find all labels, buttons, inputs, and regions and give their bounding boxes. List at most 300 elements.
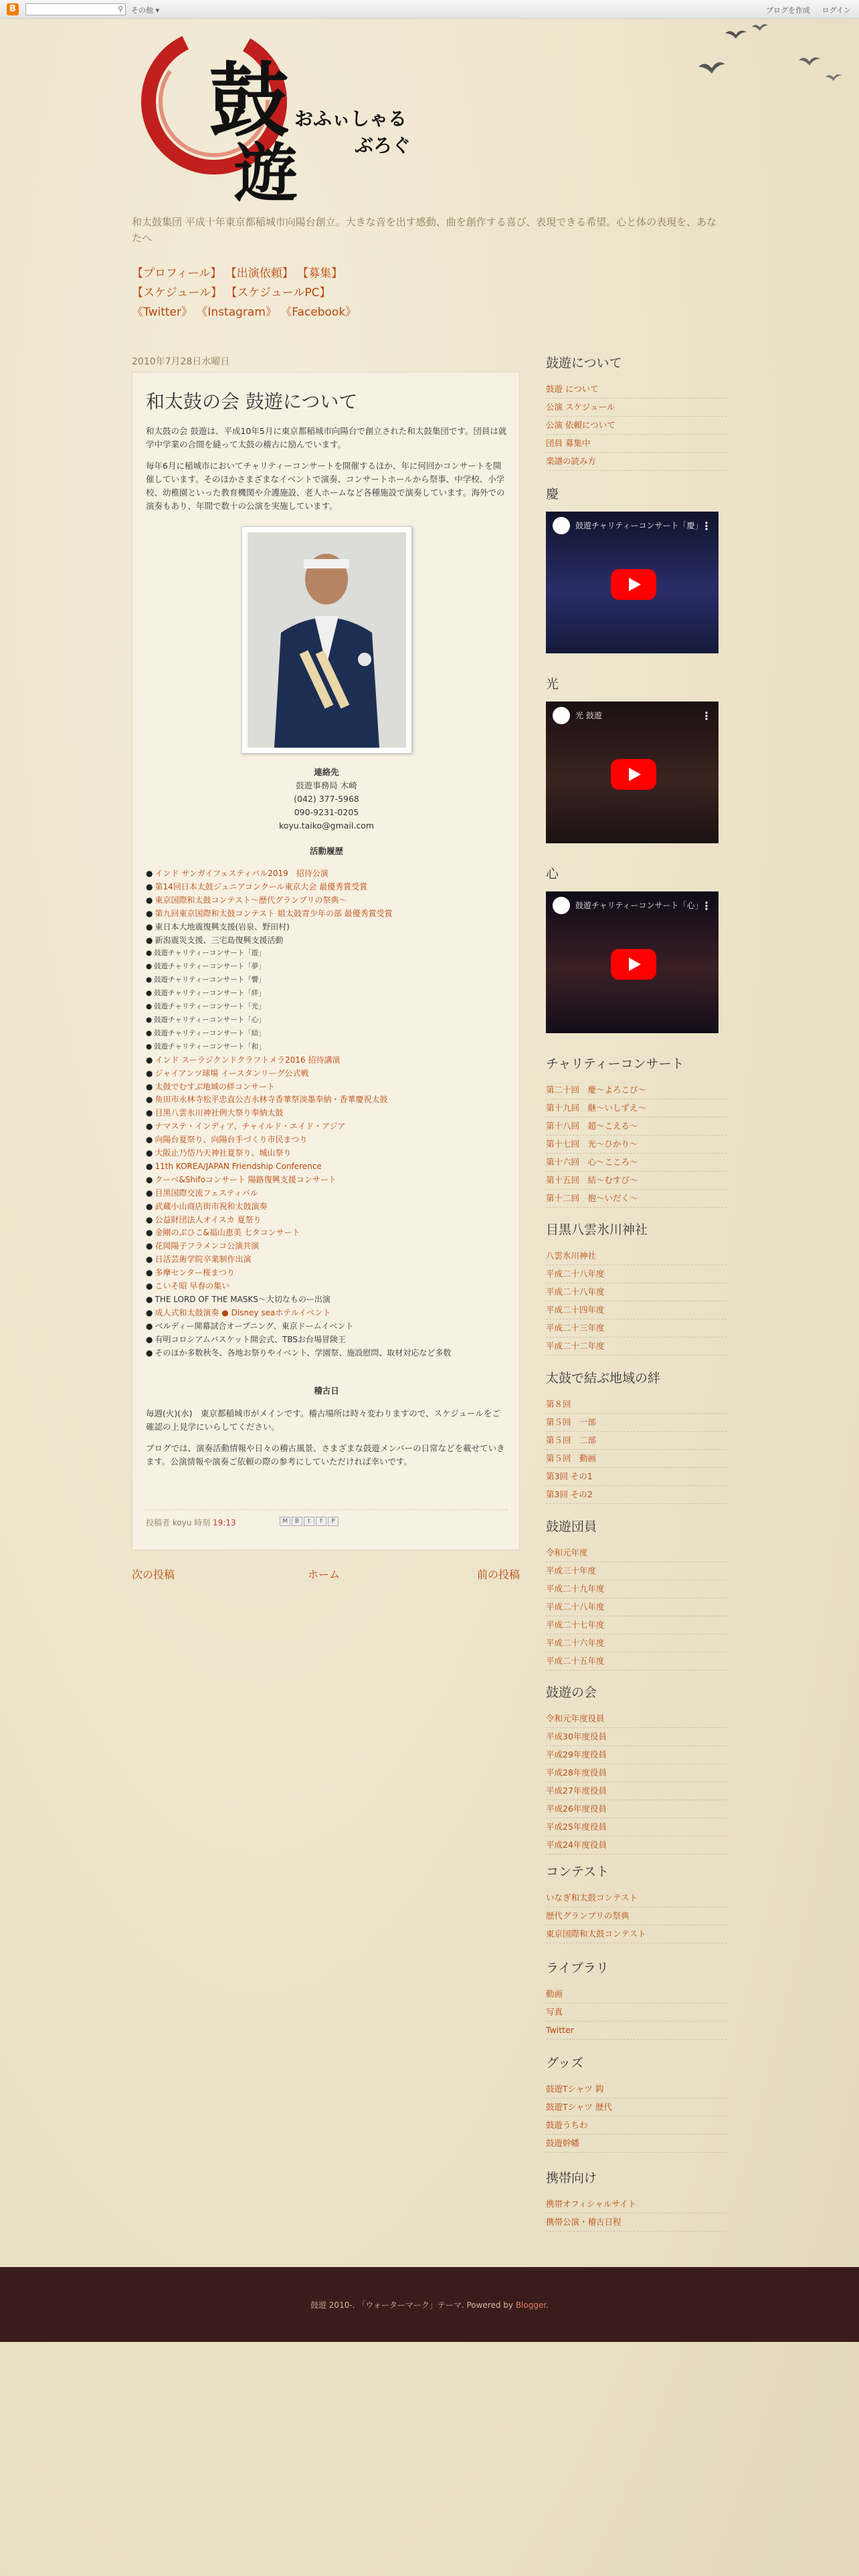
- activity-item: [146, 1347, 507, 1360]
- activity-link[interactable]: 日活芸術学院卒業制作出演: [155, 1255, 252, 1265]
- widget-members: [546, 1517, 727, 1671]
- sidebar-link[interactable]: 令和元年度役員: [546, 1713, 605, 1723]
- activity-link[interactable]: インド サンガイフェスティバル2019 招待公演: [155, 869, 328, 878]
- bullet-icon: ●: [146, 1108, 153, 1118]
- list-item: [546, 1450, 727, 1468]
- bullet-icon: ●: [146, 1334, 153, 1344]
- activity-item: [146, 867, 507, 881]
- widget-title: 鼓遊について: [546, 356, 622, 370]
- bullet-icon: ●: [146, 1201, 153, 1211]
- activity-text: 鼓遊チャリティーコンサート「光」: [154, 1002, 266, 1011]
- activities-list: [146, 867, 507, 1360]
- sidebar-link[interactable]: いなぎ和太鼓コンテスト: [546, 1893, 638, 1903]
- bullet-icon: ●: [146, 1042, 153, 1051]
- list-item: [546, 399, 727, 417]
- activity-link[interactable]: 成人式和太鼓演奏 ● Disney seaホテルイベント: [155, 1307, 331, 1317]
- bullet-icon: ●: [146, 1255, 153, 1265]
- sidebar-link[interactable]: 平成28年度役員: [546, 1767, 607, 1778]
- instagram-link[interactable]: 《Instagram》: [196, 306, 277, 319]
- activity-item: [146, 987, 507, 1000]
- widget-title: ライブラリ: [546, 1961, 609, 1975]
- header-links: [132, 264, 600, 322]
- blogger-navbar: [0, 0, 859, 19]
- video-title[interactable]: 光 鼓遊: [575, 711, 602, 720]
- activity-link[interactable]: 目黒八雲氷川神社例大祭り奉納太鼓: [155, 1108, 284, 1118]
- list-item: [546, 1190, 727, 1208]
- sidebar-link[interactable]: 平成24年度役員: [546, 1840, 607, 1850]
- activity-link[interactable]: ナマステ・インディア、チャイルド・エイド・アジア: [155, 1121, 346, 1132]
- search-input[interactable]: [25, 3, 126, 15]
- more-menu[interactable]: その他 ▾: [131, 6, 160, 15]
- intro-paragraph-2: 毎年6月に稲城市においてチャリティーコンサートを開催するほか、年に何回かコンサートを開催しています。そのほかさまざまなイベントで演奏、コンサートホールから祭事、中学校、小学校、幼稚園といった教育機関や介護施設、老人ホームなど各種施設で演奏しています。海外での演奏もあり、年間で数十の公演を実施しています。: [146, 461, 505, 511]
- play-button-icon[interactable]: [611, 759, 656, 790]
- list-item: [546, 1247, 727, 1265]
- activity-item: [146, 894, 507, 907]
- activity-item: [146, 1293, 507, 1307]
- list-item: [546, 2214, 727, 2232]
- list-item: [546, 1889, 727, 1907]
- activity-link[interactable]: 角田市永林寺松平忠直公吉永林寺香華祭淡墨奉納・香華慶祝太鼓: [155, 1095, 388, 1105]
- sidebar-link[interactable]: 第十六回 心～こころ～: [546, 1157, 638, 1167]
- sidebar-link[interactable]: 第８回: [546, 1399, 571, 1409]
- widget-title: 光: [546, 677, 559, 691]
- blog-logo[interactable]: [134, 28, 448, 211]
- activity-item: [146, 1147, 507, 1160]
- bullet-icon: ●: [146, 1268, 153, 1278]
- sidebar-link[interactable]: 平成二十七年度: [546, 1620, 605, 1630]
- list-item: [546, 1081, 727, 1099]
- bullet-icon: ●: [146, 1295, 153, 1304]
- list-item: [546, 1728, 727, 1746]
- widget-title: 心: [546, 867, 559, 881]
- twitter-share-icon[interactable]: t: [304, 1517, 314, 1526]
- widget-link-list: [546, 1544, 727, 1671]
- activity-link[interactable]: 多摩センター桜まつり: [155, 1268, 235, 1278]
- list-item: [546, 2117, 727, 2135]
- sidebar-link[interactable]: 鼓遊Tシャツ 歴代: [546, 2102, 612, 2112]
- list-item: [546, 1836, 727, 1854]
- bullet-icon: ●: [146, 881, 153, 891]
- profile-link[interactable]: 【プロフィール】: [132, 267, 222, 280]
- widget-meguro: [546, 1220, 727, 1356]
- bullet-icon: ●: [146, 935, 153, 945]
- activity-item: [146, 1014, 507, 1027]
- list-item: [546, 417, 727, 435]
- channel-avatar-icon: [553, 517, 570, 534]
- activity-link[interactable]: 第九回東京国際和太鼓コンテスト 組太鼓青少年の部 最優秀賞受賞: [155, 908, 393, 918]
- list-item: [546, 1396, 727, 1414]
- bullet-icon: ●: [146, 1281, 153, 1291]
- blogger-link[interactable]: Blogger: [515, 2300, 547, 2310]
- youtube-video[interactable]: [546, 702, 719, 843]
- keiko-text: 毎週(火)(水) 東京都稲城市がメインです。稽古場所は時々変わりますので、スケジュールをご確認の上見学にいらしてください。: [146, 1408, 500, 1432]
- sidebar-link[interactable]: 第５回 一部: [546, 1417, 597, 1427]
- twitter-link[interactable]: 《Twitter》: [132, 306, 193, 319]
- sidebar-link[interactable]: 第3回 その2: [546, 1489, 593, 1499]
- booking-link[interactable]: 【出演依頼】: [225, 267, 294, 280]
- sidebar-link[interactable]: 平成二十六年度: [546, 1638, 605, 1648]
- list-item: [546, 2080, 727, 2099]
- activity-item: [146, 1041, 507, 1054]
- activity-text: 東日本大地震復興支援(岩泉、野田村): [155, 922, 290, 932]
- list-item: [546, 1985, 727, 2004]
- widget-video-hikari: [546, 674, 727, 843]
- widget-link-list: [546, 2195, 727, 2232]
- footer-text: [0, 2299, 859, 2311]
- post-footer: [146, 1509, 507, 1528]
- widget-title: チャリティーコンサート: [546, 1057, 684, 1071]
- activity-item: [146, 1160, 507, 1174]
- list-item: [546, 1136, 727, 1154]
- photo-image: [248, 532, 406, 748]
- sidebar-link[interactable]: 第十八回 超～こえる～: [546, 1121, 638, 1131]
- activity-item: [146, 1307, 507, 1320]
- activity-link[interactable]: 11th KOREA/JAPAN Friendship Conference: [155, 1161, 322, 1171]
- widget-link-list: [546, 1081, 727, 1208]
- schedule-link[interactable]: 【スケジュール】: [132, 286, 222, 300]
- home-link[interactable]: ホーム: [308, 1568, 341, 1581]
- blogthis-share-icon[interactable]: B: [292, 1517, 302, 1526]
- activity-item: [146, 907, 507, 921]
- widget-kizuna: [546, 1368, 727, 1504]
- login-link[interactable]: ログイン: [822, 6, 851, 15]
- sidebar-link[interactable]: 携帯オフィシャルサイト: [546, 2199, 637, 2209]
- activity-link[interactable]: 武蔵小山商店街市祝和太鼓演奏: [155, 1201, 268, 1211]
- list-item: [546, 1652, 727, 1671]
- list-item: [546, 1710, 727, 1728]
- widget-charity: [546, 1054, 727, 1208]
- sidebar-link[interactable]: 公演 スケジュール: [546, 402, 615, 412]
- activity-link[interactable]: 金剛のぶひこ&福山恵美 七タコンサート: [155, 1228, 300, 1238]
- play-button-icon[interactable]: [611, 949, 656, 980]
- list-item: [546, 2195, 727, 2214]
- logo-char-ko: 鼓: [209, 53, 289, 148]
- bullet-icon: ●: [146, 1307, 153, 1317]
- widget-title: コンテスト: [546, 1864, 609, 1879]
- widget-title: グッズ: [546, 2056, 584, 2070]
- widget-link-list: [546, 1396, 727, 1504]
- widget-title: 携帯向け: [546, 2171, 597, 2185]
- list-item: [546, 2099, 727, 2117]
- sidebar-link[interactable]: 鼓遊Tシャツ 鈎: [546, 2084, 604, 2094]
- sidebar-link[interactable]: 令和元年度: [546, 1547, 588, 1558]
- activity-text: 鼓遊チャリティーコンサート「結」: [154, 1029, 266, 1037]
- sidebar-link[interactable]: Twitter: [546, 2025, 574, 2035]
- sidebar-link[interactable]: 平成二十五年度: [546, 1656, 605, 1666]
- list-item: [546, 1432, 727, 1450]
- video-menu-icon[interactable]: ⋮: [701, 899, 712, 912]
- sidebar-link[interactable]: 平成26年度役員: [546, 1804, 607, 1814]
- widget-link-list: [546, 1985, 727, 2040]
- list-item: [546, 435, 727, 453]
- bullet-icon: ●: [146, 976, 153, 984]
- activity-link[interactable]: 大阪止乃岱乃天神社夏祭り、城山祭り: [155, 1148, 292, 1158]
- activity-text: 有明コロシアムバスケット開会式、TBSお台場冒険王: [155, 1334, 347, 1344]
- post-time-link[interactable]: 19:13: [213, 1518, 236, 1527]
- list-item: [546, 1580, 727, 1598]
- activity-item: [146, 947, 507, 960]
- play-button-icon[interactable]: [611, 569, 656, 600]
- sidebar-link[interactable]: 鼓遊うちわ: [546, 2120, 588, 2130]
- list-item: [546, 1172, 727, 1190]
- logo-char-yu: 遊: [234, 136, 298, 211]
- bullet-icon: ●: [146, 1029, 153, 1037]
- sidebar-link[interactable]: 携帯公演・稽古日程: [546, 2217, 622, 2227]
- facebook-link[interactable]: 《Facebook》: [280, 306, 357, 319]
- schedule-pc-link[interactable]: 【スケジュールPC】: [225, 286, 331, 300]
- widget-title: 太鼓で結ぶ地域の絆: [546, 1371, 661, 1386]
- widget-video-kokoro: [546, 864, 727, 1033]
- activity-link[interactable]: 花岡陽子フラメンコ公演共演: [155, 1241, 260, 1251]
- video-menu-icon[interactable]: ⋮: [701, 710, 712, 722]
- email-share-icon[interactable]: M: [280, 1517, 290, 1526]
- activity-item: [146, 921, 507, 934]
- recruit-link[interactable]: 【募集】: [297, 267, 343, 280]
- contact-mobile: 090-9231-0205: [294, 807, 359, 817]
- member-photo[interactable]: [242, 526, 412, 754]
- bullet-icon: ●: [146, 1228, 153, 1238]
- list-item: [546, 1468, 727, 1486]
- sidebar-link[interactable]: 公演 依頼について: [546, 420, 615, 430]
- create-blog-link[interactable]: ブログを作成: [766, 6, 811, 15]
- activity-item: [146, 934, 507, 948]
- sidebar-link[interactable]: 平成30年度役員: [546, 1731, 607, 1741]
- sidebar-link[interactable]: 平成二十八年度: [546, 1287, 605, 1297]
- closing-text: ブログでは、演奏活動情報や日々の稽古風景、さまざまな鼓遊メンバーの日常などを載せていきます。公演情報や演奏ご依頼の際の参考にしていただければ幸いです。: [146, 1442, 505, 1467]
- share-buttons: [280, 1515, 340, 1526]
- activity-item: [146, 1226, 507, 1240]
- bullet-icon: ●: [146, 1348, 153, 1358]
- widget-mobile: [546, 2168, 727, 2232]
- bullet-icon: ●: [146, 1135, 153, 1145]
- activity-item: [146, 1200, 507, 1214]
- sidebar-link[interactable]: 第５回 動画: [546, 1453, 597, 1463]
- sidebar-link[interactable]: 八雲氷川神社: [546, 1251, 597, 1261]
- widget-title: 目黒八雲氷川神社: [546, 1222, 648, 1237]
- activity-item: [146, 1253, 507, 1267]
- widget-kai: [546, 1683, 727, 1854]
- footer-end: .: [546, 2300, 549, 2310]
- activity-item: [146, 1280, 507, 1293]
- post-title: 和太鼓の会 鼓遊について: [146, 391, 358, 413]
- youtube-video[interactable]: [546, 891, 719, 1033]
- widget-title: 鼓遊団員: [546, 1519, 597, 1534]
- widget-link-list: [546, 1889, 727, 1943]
- blog-post: [132, 372, 520, 1550]
- activity-link[interactable]: 東京国際和太鼓コンテスト～歴代グランプリの祭典～: [155, 895, 347, 905]
- sidebar-link[interactable]: 団員 募集中: [546, 438, 591, 448]
- keiko-heading: 稽古日: [314, 1385, 339, 1396]
- widget-title: 鼓遊の会: [546, 1685, 597, 1700]
- activity-link[interactable]: 第14回日本太鼓ジュニアコンクール東京大会 最優秀賞受賞: [155, 881, 368, 891]
- sidebar-link[interactable]: 第十二回 抱～いだく～: [546, 1193, 638, 1203]
- activity-item: [146, 1267, 507, 1280]
- list-item: [546, 1117, 727, 1136]
- sidebar-link[interactable]: 平成三十年度: [546, 1566, 597, 1576]
- list-item: [546, 381, 727, 399]
- activity-text: 鼓遊チャリティーコンサート「和」: [154, 1042, 266, 1051]
- sidebar-link[interactable]: 平成二十八年度: [546, 1602, 605, 1612]
- activity-text: そのほか多数秋冬、各地お祭りやイベント、学園祭、施設慰問、取材対応など多数: [155, 1348, 452, 1358]
- facebook-share-icon[interactable]: f: [316, 1517, 326, 1526]
- list-item: [546, 1634, 727, 1652]
- contact-line: 鼓遊事務局 木崎: [296, 780, 357, 790]
- post-date: 2010年7月28日水曜日: [132, 356, 230, 367]
- sidebar-link[interactable]: 平成二十四年度: [546, 1305, 605, 1315]
- widget-link-list: [546, 2080, 727, 2153]
- bullet-icon: ●: [146, 1055, 153, 1065]
- sidebar-link[interactable]: 鼓遊 について: [546, 384, 599, 394]
- list-item: [546, 1907, 727, 1925]
- activity-link[interactable]: クーベ&Shifoコンサート 陽路復興支援コンサート: [155, 1174, 337, 1184]
- bullet-icon: ●: [146, 1095, 153, 1105]
- bullet-icon: ●: [146, 989, 153, 998]
- widget-link-list: [546, 1710, 727, 1854]
- sidebar-link[interactable]: 平成二十二年度: [546, 1341, 605, 1351]
- activity-item: [146, 1067, 507, 1081]
- bullet-icon: ●: [146, 908, 153, 918]
- list-item: [546, 1746, 727, 1764]
- logo-graphic: [134, 28, 448, 211]
- list-item: [546, 1562, 727, 1580]
- list-item: [546, 1616, 727, 1634]
- activity-text: THE LORD OF THE MASKS～大切なものー出演: [155, 1295, 330, 1304]
- sidebar-link[interactable]: 平成29年度役員: [546, 1749, 607, 1759]
- sidebar-link[interactable]: 楽譜の読み方: [546, 456, 597, 466]
- sidebar-link[interactable]: 第十五回 結～むすび～: [546, 1175, 638, 1185]
- activity-link[interactable]: ジャイアンツ球場 イースタンリーグ公式戦: [155, 1068, 309, 1078]
- bullet-icon: ●: [146, 1121, 153, 1132]
- older-post-link[interactable]: 前の投稿: [476, 1568, 520, 1581]
- bullet-icon: ●: [146, 1214, 153, 1224]
- list-item: [546, 2135, 727, 2153]
- activity-item: [146, 1120, 507, 1134]
- list-item: [546, 1265, 727, 1283]
- widget-video-kei: [546, 484, 727, 653]
- activity-item: [146, 1187, 507, 1200]
- bullet-icon: ●: [146, 1068, 153, 1078]
- sidebar-link[interactable]: 鼓遊幹幡: [546, 2138, 580, 2148]
- activity-item: [146, 1174, 507, 1187]
- page-footer: [0, 2267, 859, 2342]
- list-item: [546, 1154, 727, 1172]
- youtube-video[interactable]: [546, 512, 719, 653]
- activity-link[interactable]: こいそ昭 早春の集い: [155, 1281, 230, 1291]
- activity-item: [146, 1054, 507, 1067]
- logo-text-blog: ぶろぐ: [355, 134, 411, 156]
- activity-link[interactable]: 太鼓でむすぶ地域の絆コンサート: [155, 1081, 275, 1091]
- list-item: [546, 1544, 727, 1562]
- contact-email[interactable]: koyu.taiko@gmail.com: [278, 821, 375, 831]
- sidebar-link[interactable]: 平成二十九年度: [546, 1584, 605, 1594]
- list-item: [546, 1319, 727, 1337]
- sidebar-link[interactable]: 第二十回 慶～よろこび～: [546, 1085, 647, 1095]
- activity-link[interactable]: 目黒国際交流フェスティバル: [155, 1188, 258, 1198]
- activity-link[interactable]: 向陽台夏祭り、向陽台手づくり市民まつり: [155, 1135, 308, 1145]
- intro-paragraph: 和太鼓の会 鼓遊は、平成10年5月に東京都稲城市向陽台で創立された和太鼓集団です。団員は就学中学業の合間を縫って太鼓の稽古に励んでいます。: [146, 426, 507, 449]
- bullet-icon: ●: [146, 1015, 153, 1024]
- activity-item: [146, 960, 507, 974]
- activity-link[interactable]: インド スーラジクンドクラフトメラ2016 招待講演: [155, 1055, 341, 1065]
- activities-heading: 活動履歴: [309, 846, 343, 856]
- list-item: [546, 1782, 727, 1800]
- bullet-icon: ●: [146, 895, 153, 905]
- sidebar-link[interactable]: 動画: [546, 1989, 563, 1999]
- activity-item: [146, 974, 507, 987]
- list-item: [546, 1764, 727, 1782]
- blogger-logo-icon[interactable]: B: [7, 3, 19, 15]
- search-icon[interactable]: ⚲: [117, 5, 123, 13]
- bullet-icon: ●: [146, 869, 153, 878]
- widget-goods: [546, 2053, 727, 2153]
- activity-text: ベルディー開幕試合オープニング、東京ドームイベント: [155, 1321, 354, 1331]
- activity-link[interactable]: 公益財団法人オイスカ 夏祭り: [155, 1214, 262, 1224]
- list-item: [546, 1414, 727, 1432]
- bullet-icon: ●: [146, 1081, 153, 1091]
- list-item: [546, 1301, 727, 1319]
- blog-description: 和太鼓集団 平成十年東京都稲城市向陽台創立。大きな音を出す感動、曲を創作する喜び、表現できる希望。心と体の表現を、あなたへ: [132, 216, 717, 244]
- activity-item: [146, 1081, 507, 1094]
- sidebar-link[interactable]: 第５回 二部: [546, 1435, 597, 1445]
- contact-block: [146, 766, 507, 833]
- activity-item: [146, 1214, 507, 1227]
- video-title[interactable]: 鼓遊チャリティーコンサート「心」: [575, 901, 703, 910]
- activity-item: [146, 1320, 507, 1333]
- contact-phone: (042) 377-5968: [294, 794, 359, 804]
- video-title[interactable]: 鼓遊チャリティーコンサート「慶」: [575, 521, 703, 530]
- activity-text: 鼓遊チャリティーコンサート「絆」: [154, 989, 266, 998]
- bullet-icon: ●: [146, 949, 153, 958]
- activity-item: [146, 1000, 507, 1014]
- activity-item: [146, 1134, 507, 1147]
- list-item: [546, 1818, 727, 1836]
- sidebar-link[interactable]: 第十九回 継～いしずえ～: [546, 1103, 647, 1113]
- activity-item: [146, 1333, 507, 1347]
- bullet-icon: ●: [146, 1174, 153, 1184]
- sidebar-link[interactable]: 第3回 その1: [546, 1471, 593, 1481]
- video-menu-icon[interactable]: ⋮: [701, 520, 712, 532]
- bullet-icon: ●: [146, 1241, 153, 1251]
- sidebar-link[interactable]: 写真: [546, 2007, 563, 2017]
- sidebar-link[interactable]: 東京国際和太鼓コンテスト: [546, 1929, 646, 1939]
- activity-text: 新潟震災支援、三宅島復興支援活動: [155, 935, 284, 945]
- sidebar-link[interactable]: 歴代グランプリの祭典: [546, 1911, 630, 1921]
- sidebar-link[interactable]: 平成25年度役員: [546, 1822, 607, 1832]
- widget-library: [546, 1958, 727, 2040]
- sidebar-link[interactable]: 第十七回 光～ひかり～: [546, 1139, 638, 1149]
- list-item: [546, 2022, 727, 2040]
- sidebar-link[interactable]: 平成二十八年度: [546, 1269, 605, 1279]
- list-item: [546, 1598, 727, 1616]
- list-item: [546, 1800, 727, 1818]
- bullet-icon: ●: [146, 922, 153, 932]
- sidebar-link[interactable]: 平成27年度役員: [546, 1786, 607, 1796]
- channel-avatar-icon: [553, 897, 570, 914]
- bullet-icon: ●: [146, 1148, 153, 1158]
- bullet-icon: ●: [146, 1161, 153, 1171]
- list-item: [546, 1925, 727, 1943]
- newer-post-link[interactable]: 次の投稿: [132, 1568, 175, 1581]
- pinterest-share-icon[interactable]: P: [328, 1517, 339, 1526]
- widget-title: 慶: [546, 487, 559, 502]
- logo-text-official: おふぃしゃる: [294, 108, 407, 130]
- sidebar-link[interactable]: 平成二十三年度: [546, 1323, 605, 1333]
- activity-text: 鼓遊チャリティーコンサート「遊」: [154, 949, 266, 958]
- widget-about: [546, 353, 727, 471]
- post-body: [146, 425, 507, 1477]
- widget-contest: [546, 1862, 727, 1943]
- activity-item: [146, 1240, 507, 1253]
